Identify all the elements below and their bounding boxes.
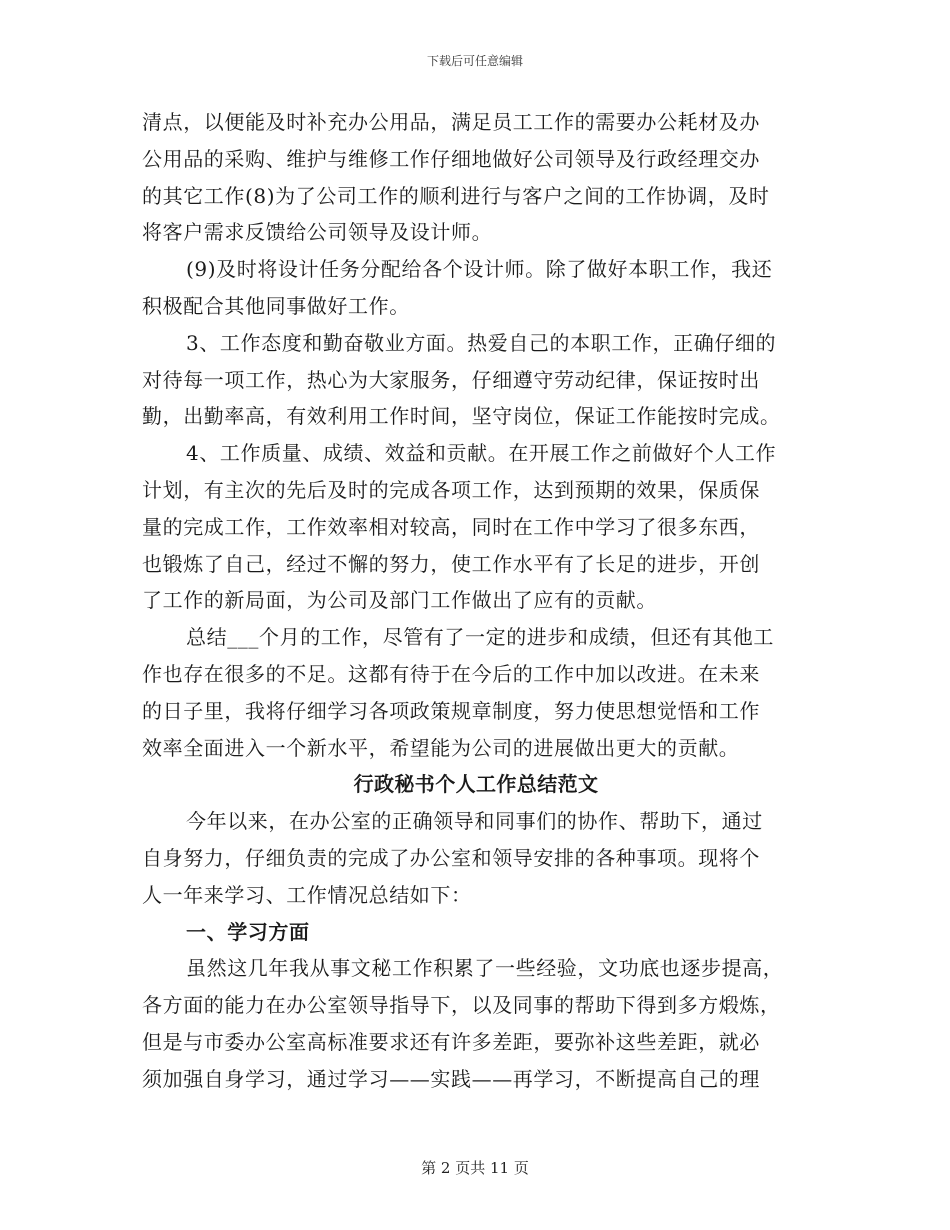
body-line: 了工作的新局面，为公司及部门工作做出了应有的贡献。 [142, 588, 657, 613]
body-line: 人一年来学习、工作情况总结如下： [142, 882, 472, 907]
body-line: 清点，以便能及时补充办公用品，满足员工工作的需要办公耗材及办 [142, 110, 760, 134]
body-line: 须加强自身学习，通过学习——实践——再学习，不断提高自己的理 [142, 1066, 760, 1091]
subsection-heading: 一、学习方面 [186, 919, 310, 944]
body-line: 公用品的采购、维护与维修工作仔细地做好公司领导及行政经理交办 [142, 146, 760, 171]
body-line: 作也存在很多的不足。这都有待于在今后的工作中加以改进。在未来 [142, 661, 760, 686]
section-title: 行政秘书个人工作总结范文 [353, 772, 599, 797]
body-line: 对待每一项工作，热心为大家服务，仔细遵守劳动纪律，保证按时出 [142, 367, 760, 392]
body-line: 勤，出勤率高，有效利用工作时间，坚守岗位，保证工作能按时完成。 [142, 404, 781, 429]
body-line: 效率全面进入一个新水平，希望能为公司的进展做出更大的贡献。 [142, 735, 740, 760]
body-line: 自身努力，仔细负责的完成了办公室和领导安排的各种事项。现将个 [142, 845, 760, 870]
body-line: (9)及时将设计任务分配给各个设计师。除了做好本职工作，我还 [186, 257, 773, 282]
document-body [142, 104, 810, 1098]
body-line: 但是与市委办公室高标准要求还有许多差距，要弥补这些差距，就必 [142, 1029, 760, 1054]
page-footer: 第 2 页共 11 页 [421, 1159, 529, 1177]
body-line: 也锻炼了自己，经过不懈的努力，使工作水平有了长足的进步，开创 [142, 551, 760, 576]
body-line: 3、工作态度和勤奋敬业方面。热爱自己的本职工作，正确仔细的 [186, 330, 777, 355]
body-line: 的日子里，我将仔细学习各项政策规章制度，努力使思想觉悟和工作 [142, 698, 760, 723]
body-line: 的其它工作(8)为了公司工作的顺利进行与客户之间的工作协调，及时 [142, 183, 770, 208]
body-line: 今年以来，在办公室的正确领导和同事们的协作、帮助下，通过 [186, 809, 763, 834]
body-line: 总结___个月的工作，尽管有了一定的进步和成绩，但还有其他工 [186, 625, 774, 650]
body-line: 计划，有主次的先后及时的完成各项工作，达到预期的效果，保质保 [142, 477, 760, 502]
body-line: 各方面的能力在办公室领导指导下，以及同事的帮助下得到多方煅炼， [142, 993, 781, 1018]
body-line: 将客户需求反馈给公司领导及设计师。 [142, 220, 493, 245]
page-header: 下载后可任意编辑 [426, 54, 523, 68]
body-line: 量的完成工作，工作效率相对较高，同时在工作中学习了很多东西， [142, 514, 760, 539]
body-line: 虽然这几年我从事文秘工作积累了一些经验，文功底也逐步提高， [186, 956, 784, 981]
body-line: 积极配合其他同事做好工作。 [142, 293, 410, 318]
body-line: 4、工作质量、成绩、效益和贡献。在开展工作之前做好个人工作 [186, 441, 777, 466]
